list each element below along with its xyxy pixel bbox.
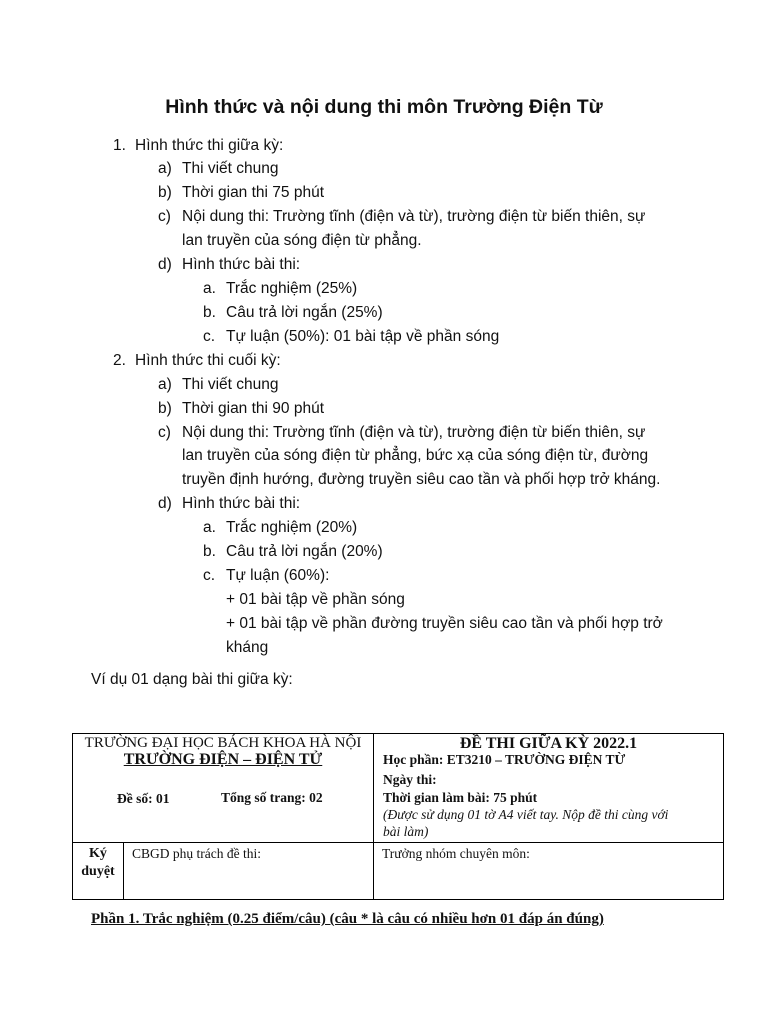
sub-list-item: a. Trắc nghiệm (20%) [203, 519, 358, 536]
sub-list-item: a. Trắc nghiệm (25%) [203, 280, 358, 297]
exam-info-cell [373, 733, 724, 843]
school-cell [72, 733, 374, 843]
list-item-continuation: lan truyền của sóng điện từ phẳng. [182, 232, 422, 249]
school-name: TRƯỜNG ĐIỆN – ĐIỆN TỬ [123, 751, 323, 768]
section-2-heading [113, 351, 281, 371]
section-title: Hình thức thi giữa kỳ: [135, 137, 284, 154]
sub-list-item: b. Câu trả lời ngắn (25%) [203, 304, 383, 321]
group-head-cell [373, 842, 724, 900]
university-name: TRƯỜNG ĐẠI HỌC BÁCH KHOA HÀ NỘI [84, 735, 362, 751]
approval-label: Ký [89, 846, 107, 861]
plus-line: + 01 bài tập về phần sóng [226, 591, 405, 608]
exam-duration: Thời gian làm bài: 75 phút [383, 790, 538, 805]
example-intro: Ví dụ 01 dạng bài thi giữa kỳ: [91, 671, 293, 688]
list-item: d) Hình thức bài thi: [158, 495, 301, 512]
section-title: Hình thức thi cuối kỳ: [135, 352, 281, 369]
list-item: b) Thời gian thi 75 phút [158, 184, 325, 201]
exam-header-table [72, 733, 724, 900]
list-item: a) Thi viết chung [158, 160, 279, 177]
course-line: Học phần: ET3210 – TRƯỜNG ĐIỆN TỪ [383, 752, 626, 767]
section-number: 2. [113, 352, 126, 369]
approval-label-continuation: duyệt [81, 864, 115, 879]
sub-list-item: c. Tự luận (50%): 01 bài tập về phần sóng [203, 328, 500, 345]
list-item-continuation: truyền định hướng, đường truyền siêu cao tần và phối hợp trở kháng. [182, 471, 661, 488]
document-title: Hình thức và nội dung thi môn Trường Điện Từ [165, 96, 603, 118]
list-item: d) Hình thức bài thi: [158, 256, 301, 273]
page-count: Tổng số trang: 02 [221, 790, 323, 805]
exam-date: Ngày thi: [383, 772, 437, 787]
plus-line: + 01 bài tập về phần đường truyền siêu cao tần và phối hợp trở [226, 615, 663, 632]
approval-cell [72, 842, 124, 900]
list-item: c) Nội dung thi: Trường tĩnh (điện và từ), trường điện từ biến thiên, sự [158, 208, 646, 225]
group-head-label: Trưởng nhóm chuyên môn: [382, 846, 530, 861]
sub-list-item: c. Tự luận (60%): [203, 567, 330, 584]
list-item-continuation: lan truyền của sóng điện từ phẳng, bức xạ của sóng điện từ, đường [182, 447, 649, 464]
exam-note: (Được sử dụng 01 tờ A4 viết tay. Nộp đề thi cùng với [383, 807, 669, 822]
exam-title: ĐỀ THI GIỮA KỲ 2022.1 [459, 735, 638, 752]
section-number: 1. [113, 137, 126, 154]
list-item: b) Thời gian thi 90 phút [158, 400, 325, 417]
list-item: a) Thi viết chung [158, 376, 279, 393]
list-item: c) Nội dung thi: Trường tĩnh (điện và từ), trường điện từ biến thiên, sự [158, 424, 646, 441]
sub-list-item: b. Câu trả lời ngắn (20%) [203, 543, 383, 560]
plus-line: kháng [226, 639, 269, 656]
lecturer-label: CBGD phụ trách đề thi: [132, 846, 261, 861]
exam-note-continuation: bài làm) [383, 824, 429, 839]
section-1-heading [113, 136, 283, 156]
part1-heading: Phần 1. Trắc nghiệm (0.25 điểm/câu) (câu * là câu có nhiều hơn 01 đáp án đúng) [91, 911, 604, 927]
lecturer-cell [123, 842, 374, 900]
exam-code: Đề số: 01 [117, 791, 170, 806]
